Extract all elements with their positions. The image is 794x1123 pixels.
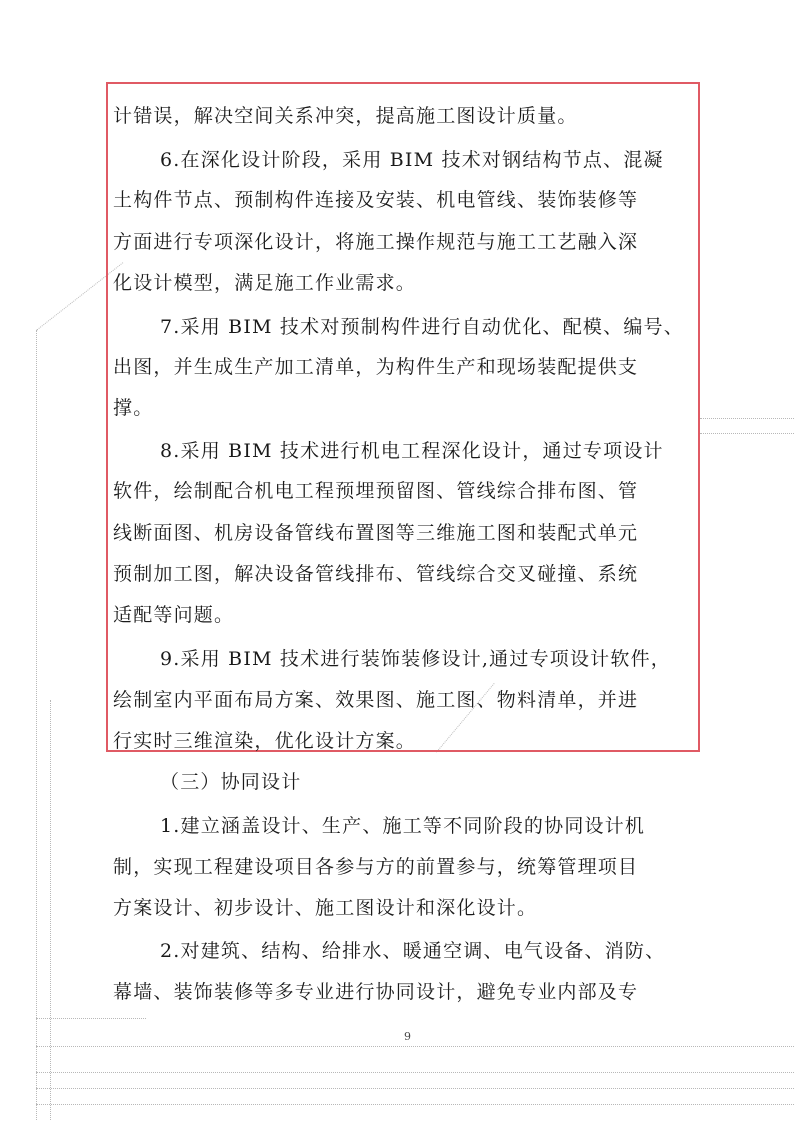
text-line: 幕墙、装饰装修等多专业进行协同设计，避免专业内部及专 (113, 981, 639, 1003)
text-line: 线断面图、机房设备管线布置图等三维施工图和装配式单元 (113, 522, 639, 544)
text-line: 撑。 (113, 397, 154, 419)
text-line: 计错误，解决空间关系冲突，提高施工图设计质量。 (113, 105, 578, 127)
text-line: 制，实现工程建设项目各参与方的前置参与，统筹管理项目 (113, 856, 639, 878)
dotted-guide-line (700, 418, 794, 419)
text-line: 出图，并生成生产加工清单，为构件生产和现场装配提供支 (113, 356, 639, 378)
dotted-guide-line (700, 433, 794, 434)
dotted-guide-line (50, 700, 51, 1120)
text-line: 行实时三维渲染，优化设计方案。 (113, 730, 417, 752)
dotted-guide-line (36, 1046, 794, 1047)
text-line: 方面进行专项深化设计，将施工操作规范与施工工艺融入深 (113, 231, 639, 253)
text-line: 9.采用 BIM 技术进行装饰装修设计,通过专项设计软件， (160, 648, 671, 670)
dotted-guide-line (36, 330, 37, 1120)
dotted-guide-line (36, 1088, 794, 1089)
text-line: 土构件节点、预制构件连接及安装、机电管线、装饰装修等 (113, 189, 639, 211)
text-line: 化设计模型，满足施工作业需求。 (113, 272, 417, 294)
dotted-guide-line (36, 1072, 794, 1073)
text-line: 绘制室内平面布局方案、效果图、施工图、物料清单，并进 (113, 689, 639, 711)
text-line: 方案设计、初步设计、施工图设计和深化设计。 (113, 897, 538, 919)
text-line: 7.采用 BIM 技术对预制构件进行自动优化、配模、编号、 (160, 316, 684, 338)
section-heading: （三）协同设计 (160, 771, 302, 793)
text-line: 6.在深化设计阶段，采用 BIM 技术对钢结构节点、混凝 (160, 149, 664, 171)
text-line: 2.对建筑、结构、给排水、暖通空调、电气设备、消防、 (160, 940, 666, 962)
page-number: 9 (404, 1030, 411, 1043)
text-line: 适配等问题。 (113, 604, 235, 626)
dotted-guide-line (36, 1104, 794, 1105)
text-line: 1.建立涵盖设计、生产、施工等不同阶段的协同设计机 (160, 815, 646, 837)
text-line: 预制加工图，解决设备管线排布、管线综合交叉碰撞、系统 (113, 563, 639, 585)
text-line: 软件，绘制配合机电工程预埋预留图、管线综合排布图、管 (113, 480, 639, 502)
dotted-guide-line (36, 1018, 146, 1019)
text-line: 8.采用 BIM 技术进行机电工程深化设计，通过专项设计 (160, 440, 664, 462)
